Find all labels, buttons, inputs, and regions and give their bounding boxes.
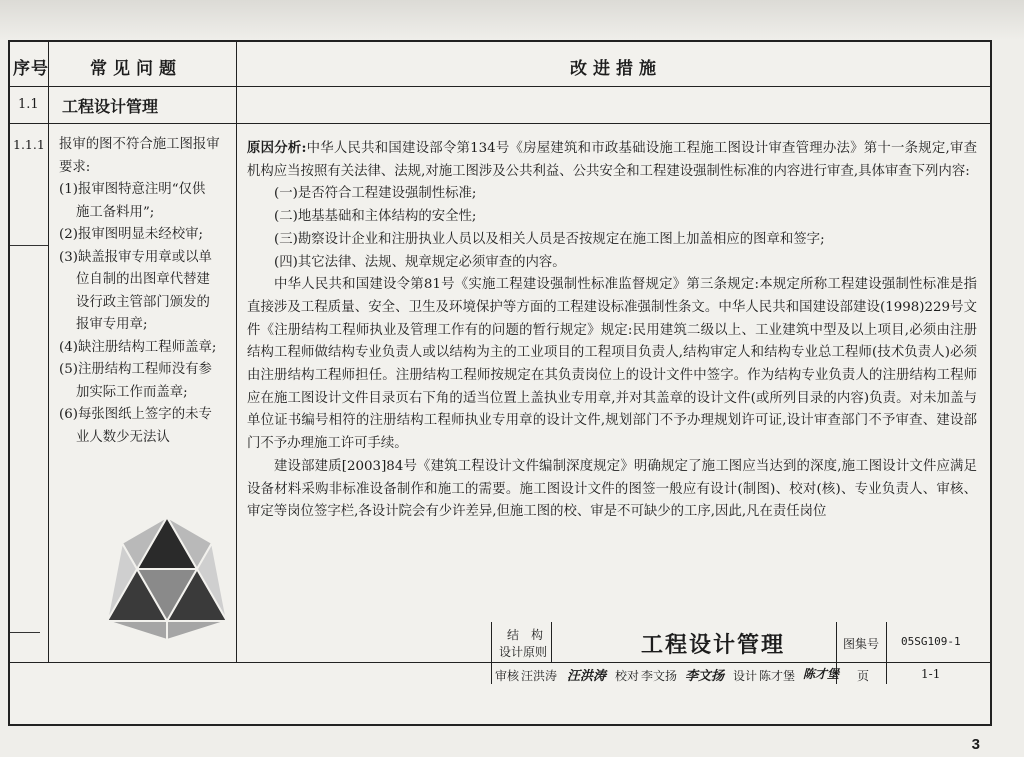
problem-line: 加实际工作而盖章; bbox=[76, 384, 188, 400]
page-code: 1-1 bbox=[921, 667, 941, 681]
section-number: 1.1 bbox=[18, 97, 39, 112]
designer-name: 陈才堡 bbox=[759, 669, 796, 683]
header-measure: 改进措施 bbox=[570, 59, 662, 79]
margin-mark bbox=[10, 632, 40, 633]
page-number: 3 bbox=[971, 736, 980, 753]
atlas-number: 05SG109-1 bbox=[901, 635, 961, 648]
header-divider bbox=[10, 86, 990, 87]
problem-list bbox=[59, 134, 237, 449]
category-line2: 设计原则 bbox=[499, 645, 548, 659]
problem-line: (2)报审图明显未经校审; bbox=[59, 227, 203, 242]
measure-paragraph-text: 中华人民共和国建设部令第134号《房屋建筑和市政基础设施工程施工图设计审查管理办法》第十一条规定,审查机构应当按照有关法律、法规,对施工图涉及公共利益、公共安全和工程建设强制性标准的内容进行审查,具体审查下列内容: bbox=[247, 141, 977, 179]
category-line1: 结 构 bbox=[507, 628, 544, 642]
title-block-row-divider bbox=[491, 662, 982, 663]
designer-signature: 陈才堡 bbox=[803, 667, 840, 681]
measure-paragraph: 中华人民共和国建设令第81号《实施工程建设强制性标准监督规定》第三条规定:本规定所称工程建设强制性标准是指直接涉及工程质量、安全、卫生及环境保护等方面的工程建设标准强制性条文。中华人民共和国建设部建设(1998)229号文件《注册结构工程师执业及管理工作有的问题的暂行规定》规定:民用建筑二级以上、工业建筑中型及以上项目,必须由注册结构工程师做结构专业负责人或以结构为主的工业项目的工程项目负责人,结构审定人和结构专业总工程师(技术负责人)必须由注册结构工程师担任。注册结构工程师按规定在其负责岗位上的设计文件中签字。作为结构专业负责人的注册结构工程师应在施工图设计文件目录页右下角的适当位置上盖执业专用章,并对其盖章的设计文件(或所列目录的内容)负责。对未加盖与单位证书编号相符的注册结构工程师执业专用章的设计文件,规划部门不予办理规划许可证,设计审查部门不予审查、建设部门不予办理施工许可手续。 bbox=[247, 277, 977, 452]
header-problem: 常见问题 bbox=[90, 59, 182, 79]
title-block-divider bbox=[886, 622, 887, 684]
problem-line: 设行政主管部门颁发的 bbox=[76, 294, 210, 310]
analysis-label: 原因分析: bbox=[247, 140, 307, 156]
design-label: 设计 bbox=[733, 669, 758, 683]
measure-paragraph: 建设部建质[2003]84号《建筑工程设计文件编制深度规定》明确规定了施工图应当达到的深度,施工图设计文件应满足设备材料采购非标准设备制作和施工的需要。施工图设计文件的图签一般应有设计(制图)、校对(核)、专业负责人、审核、审定等岗位签字栏,各设计院会有少许差异,但施工图的校、审是不可缺少的工序,因此,凡在责任岗位 bbox=[247, 458, 977, 520]
checker-name: 李文扬 bbox=[641, 669, 678, 683]
sheet-title: 工程设计管理 bbox=[641, 632, 786, 658]
measure-paragraph: (三)勘察设计企业和注册执业人员以及相关人员是否按规定在施工图上加盖相应的图章和签字; bbox=[274, 231, 825, 247]
problem-line: 业人数少无法认 bbox=[76, 429, 170, 445]
problem-line: (3)缺盖报审专用章或以单 bbox=[59, 249, 212, 265]
item-number: 1.1.1 bbox=[13, 137, 45, 152]
problem-line: 位自制的出图章代替建 bbox=[76, 272, 210, 287]
problem-line: 报审的图不符合施工图报审 bbox=[59, 137, 220, 152]
measure-paragraph bbox=[247, 137, 977, 183]
page-label: 页 bbox=[857, 669, 870, 683]
section-divider bbox=[10, 123, 990, 124]
problem-line: 施工备料用”; bbox=[76, 204, 155, 220]
col-divider-1 bbox=[48, 42, 49, 662]
title-block bbox=[491, 622, 982, 684]
reviewer-signature: 汪洪涛 bbox=[567, 669, 607, 684]
problem-line: (5)注册结构工程师没有参 bbox=[59, 362, 212, 377]
problem-line: (1)报审图特意注明“仅供 bbox=[59, 182, 206, 197]
title-block-divider bbox=[491, 622, 492, 684]
problem-line: (4)缺注册结构工程师盖章; bbox=[59, 339, 217, 355]
triangle-stamp-logo bbox=[102, 512, 232, 642]
section-title: 工程设计管理 bbox=[62, 97, 159, 116]
title-block-divider bbox=[551, 622, 552, 662]
problem-line: 报审专用章; bbox=[76, 317, 148, 332]
measure-paragraph: (四)其它法律、法规、规章规定必须审查的内容。 bbox=[274, 254, 566, 270]
checker-signature: 李文扬 bbox=[685, 669, 725, 684]
atlas-label: 图集号 bbox=[843, 637, 880, 651]
problem-line: 要求: bbox=[59, 159, 91, 175]
previous-page-bleed bbox=[0, 0, 1024, 40]
margin-mark bbox=[10, 245, 48, 246]
header-index: 序号 bbox=[13, 59, 49, 79]
reviewer-name: 汪洪涛 bbox=[521, 669, 558, 683]
measure-paragraph: (二)地基基础和主体结构的安全性; bbox=[274, 209, 477, 225]
review-label: 审核 bbox=[495, 669, 520, 683]
check-label: 校对 bbox=[615, 669, 640, 683]
problem-line: (6)每张图纸上签字的未专 bbox=[59, 407, 212, 422]
measure-text bbox=[247, 137, 977, 524]
measure-paragraph: (一)是否符合工程建设强制性标准; bbox=[274, 186, 477, 202]
